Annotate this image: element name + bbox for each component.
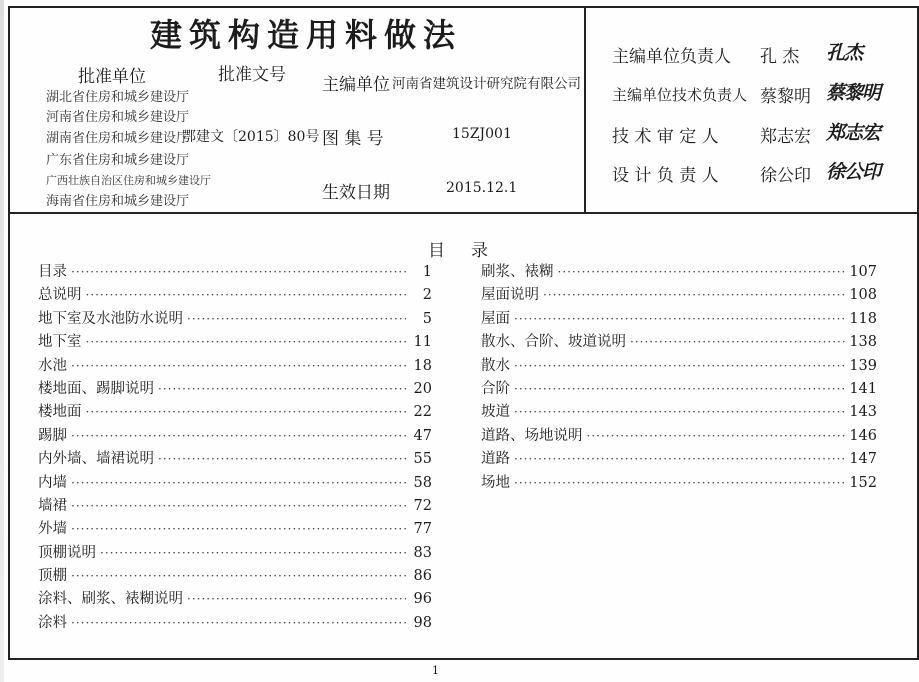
frame-top — [8, 6, 919, 8]
responsible-name: 蔡黎明 — [760, 87, 811, 107]
toc-entry[interactable] — [481, 424, 877, 447]
toc-leader-dots — [86, 405, 407, 419]
frame-bottom — [8, 658, 919, 660]
toc-entry-page: 18 — [413, 357, 432, 374]
toc-entry-page: 139 — [849, 357, 877, 374]
approval-doc-number: 鄂建文〔2015〕80号 — [182, 129, 320, 145]
toc-entry-page: 107 — [849, 264, 877, 280]
toc-entry[interactable] — [481, 447, 877, 470]
toc-leader-dots — [71, 522, 406, 536]
toc-entry-title: 内墙 — [38, 474, 67, 491]
approval-unit: 湖南省住房和城乡建设厅 — [46, 131, 190, 146]
responsible-name: 徐公印 — [760, 166, 811, 186]
responsible-role: 技 术 审 定 人 — [612, 127, 719, 147]
approval-unit: 广西壮族自治区住房和城乡建设厅 — [46, 174, 211, 187]
toc-entry-page: 147 — [849, 451, 877, 468]
toc-entry-title: 外墙 — [38, 521, 67, 538]
toc-entry[interactable] — [38, 517, 432, 540]
toc-entry[interactable] — [481, 330, 877, 353]
signature-image: 徐公印 — [826, 161, 881, 183]
toc-leader-dots — [514, 382, 845, 396]
toc-leader-dots — [187, 592, 406, 606]
editor-name: 河南省建筑设计研究院有限公司 — [392, 76, 581, 92]
toc-right-column — [481, 260, 877, 494]
toc-entry-page: 108 — [849, 287, 877, 304]
toc-leader-dots — [71, 359, 406, 373]
toc-leader-dots — [514, 312, 845, 326]
toc-leader-dots — [587, 429, 846, 443]
toc-entry-title: 内外墙、墙裙说明 — [38, 451, 154, 468]
toc-entry-title: 目录 — [38, 264, 67, 280]
responsible-name: 郑志宏 — [760, 127, 811, 147]
toc-left-column — [38, 260, 432, 634]
toc-entry-title: 总说明 — [38, 287, 82, 304]
toc-entry-page: 11 — [413, 334, 432, 351]
toc-leader-dots — [71, 616, 406, 630]
toc-entry[interactable] — [481, 354, 877, 377]
toc-leader-dots — [187, 312, 406, 326]
toc-entry-title: 墙裙 — [38, 497, 67, 514]
toc-entry[interactable] — [38, 611, 432, 634]
toc-entry-page: 83 — [413, 544, 432, 561]
toc-entry-page: 1 — [422, 264, 432, 280]
toc-entry-title: 踢脚 — [38, 427, 67, 444]
toc-entry-page: 58 — [413, 474, 432, 491]
toc-entry-page: 138 — [849, 334, 877, 351]
atlas-number-label: 图 集 号 — [322, 129, 384, 149]
toc-entry[interactable] — [481, 400, 877, 423]
approval-unit: 海南省住房和城乡建设厅 — [46, 194, 190, 209]
toc-entry-page: 141 — [849, 380, 877, 397]
toc-entry-title: 散水 — [481, 357, 510, 374]
page-number: 1 — [432, 664, 439, 677]
editor-label: 主编单位 — [322, 75, 390, 95]
atlas-number: 15ZJ001 — [452, 126, 512, 142]
responsible-name: 孔 杰 — [760, 47, 800, 67]
toc-entry[interactable] — [38, 283, 432, 306]
toc-leader-dots — [71, 476, 406, 490]
toc-entry-title: 屋面说明 — [481, 287, 539, 304]
toc-leader-dots — [86, 288, 407, 302]
toc-entry-title: 道路 — [481, 451, 510, 468]
toc-heading: 目录 — [428, 241, 514, 261]
toc-entry[interactable] — [38, 354, 432, 377]
toc-entry-page: 152 — [849, 474, 877, 491]
signature-image: 郑志宏 — [826, 122, 881, 144]
toc-entry[interactable] — [38, 564, 432, 587]
toc-entry-page: 146 — [849, 427, 877, 444]
toc-entry[interactable] — [38, 307, 432, 330]
toc-leader-dots — [71, 569, 406, 583]
toc-entry-title: 场地 — [481, 474, 510, 491]
toc-leader-dots — [514, 476, 845, 490]
toc-entry-title: 刷浆、裱糊 — [481, 264, 554, 280]
toc-leader-dots — [158, 452, 406, 466]
toc-entry-title: 楼地面 — [38, 404, 82, 421]
header-bottom-line — [8, 212, 919, 214]
toc-leader-dots — [514, 405, 845, 419]
toc-leader-dots — [543, 288, 845, 302]
toc-entry[interactable] — [38, 260, 432, 283]
toc-leader-dots — [514, 359, 845, 373]
frame-left — [8, 6, 10, 660]
toc-leader-dots — [558, 265, 846, 279]
toc-entry-page: 77 — [413, 521, 432, 538]
toc-entry[interactable] — [38, 447, 432, 470]
toc-entry-page: 143 — [849, 404, 877, 421]
signature-image: 蔡黎明 — [826, 82, 881, 104]
effective-date: 2015.12.1 — [446, 180, 518, 196]
toc-entry-title: 顶棚说明 — [38, 544, 96, 561]
header-divider — [584, 6, 586, 214]
toc-entry[interactable] — [38, 587, 432, 610]
toc-entry-page: 5 — [422, 310, 432, 327]
toc-entry[interactable] — [38, 471, 432, 494]
toc-entry-title: 楼地面、踢脚说明 — [38, 380, 154, 397]
approval-unit: 湖北省住房和城乡建设厅 — [46, 90, 190, 105]
toc-entry[interactable] — [38, 330, 432, 353]
toc-entry[interactable] — [38, 377, 432, 400]
toc-leader-dots — [514, 452, 845, 466]
toc-entry[interactable] — [481, 471, 877, 494]
toc-leader-dots — [71, 499, 406, 513]
approval-doc-label: 批准文号 — [218, 65, 286, 85]
toc-leader-dots — [71, 265, 406, 279]
toc-entry[interactable] — [38, 494, 432, 517]
approval-unit: 广东省住房和城乡建设厅 — [46, 153, 190, 168]
toc-entry-page: 2 — [422, 287, 432, 304]
toc-entry[interactable] — [481, 377, 877, 400]
toc-entry-page: 20 — [413, 380, 432, 397]
toc-entry-title: 屋面 — [481, 310, 510, 327]
scan-edge — [0, 0, 4, 682]
signature-image: 孔杰 — [826, 42, 863, 64]
toc-entry-page: 98 — [413, 614, 432, 631]
toc-entry-title: 地下室 — [38, 334, 82, 351]
effective-date-label: 生效日期 — [322, 183, 390, 203]
toc-entry-title: 涂料、刷浆、裱糊说明 — [38, 591, 183, 608]
toc-entry-page: 118 — [849, 310, 877, 327]
toc-entry-page: 86 — [413, 568, 432, 585]
approval-unit: 河南省住房和城乡建设厅 — [46, 110, 190, 125]
toc-entry-title: 合阶 — [481, 380, 510, 397]
toc-entry-page: 72 — [413, 497, 432, 514]
toc-entry[interactable] — [38, 424, 432, 447]
document-title: 建筑构造用料做法 — [150, 16, 463, 54]
responsible-role: 主编单位技术负责人 — [612, 86, 748, 104]
toc-entry-title: 坡道 — [481, 404, 510, 421]
toc-entry[interactable] — [38, 400, 432, 423]
responsible-role: 设 计 负 责 人 — [612, 166, 719, 186]
toc-leader-dots — [630, 335, 845, 349]
toc-entry[interactable] — [481, 260, 877, 283]
toc-entry-page: 22 — [413, 404, 432, 421]
toc-entry[interactable] — [481, 283, 877, 306]
toc-leader-dots — [100, 546, 406, 560]
toc-entry-page: 55 — [413, 451, 432, 468]
toc-entry-title: 地下室及水池防水说明 — [38, 310, 183, 327]
toc-entry-title: 涂料 — [38, 614, 67, 631]
toc-entry-title: 水池 — [38, 357, 67, 374]
toc-entry-page: 96 — [413, 591, 432, 608]
approval-unit-label: 批准单位 — [78, 67, 146, 87]
toc-leader-dots — [158, 382, 406, 396]
toc-entry-page: 47 — [413, 427, 432, 444]
toc-entry-title: 道路、场地说明 — [481, 427, 583, 444]
toc-leader-dots — [86, 335, 407, 349]
toc-entry[interactable] — [481, 307, 877, 330]
responsible-role: 主编单位负责人 — [612, 47, 731, 67]
toc-entry-title: 顶棚 — [38, 568, 67, 585]
toc-entry-title: 散水、合阶、坡道说明 — [481, 334, 626, 351]
toc-entry[interactable] — [38, 541, 432, 564]
toc-leader-dots — [71, 429, 406, 443]
